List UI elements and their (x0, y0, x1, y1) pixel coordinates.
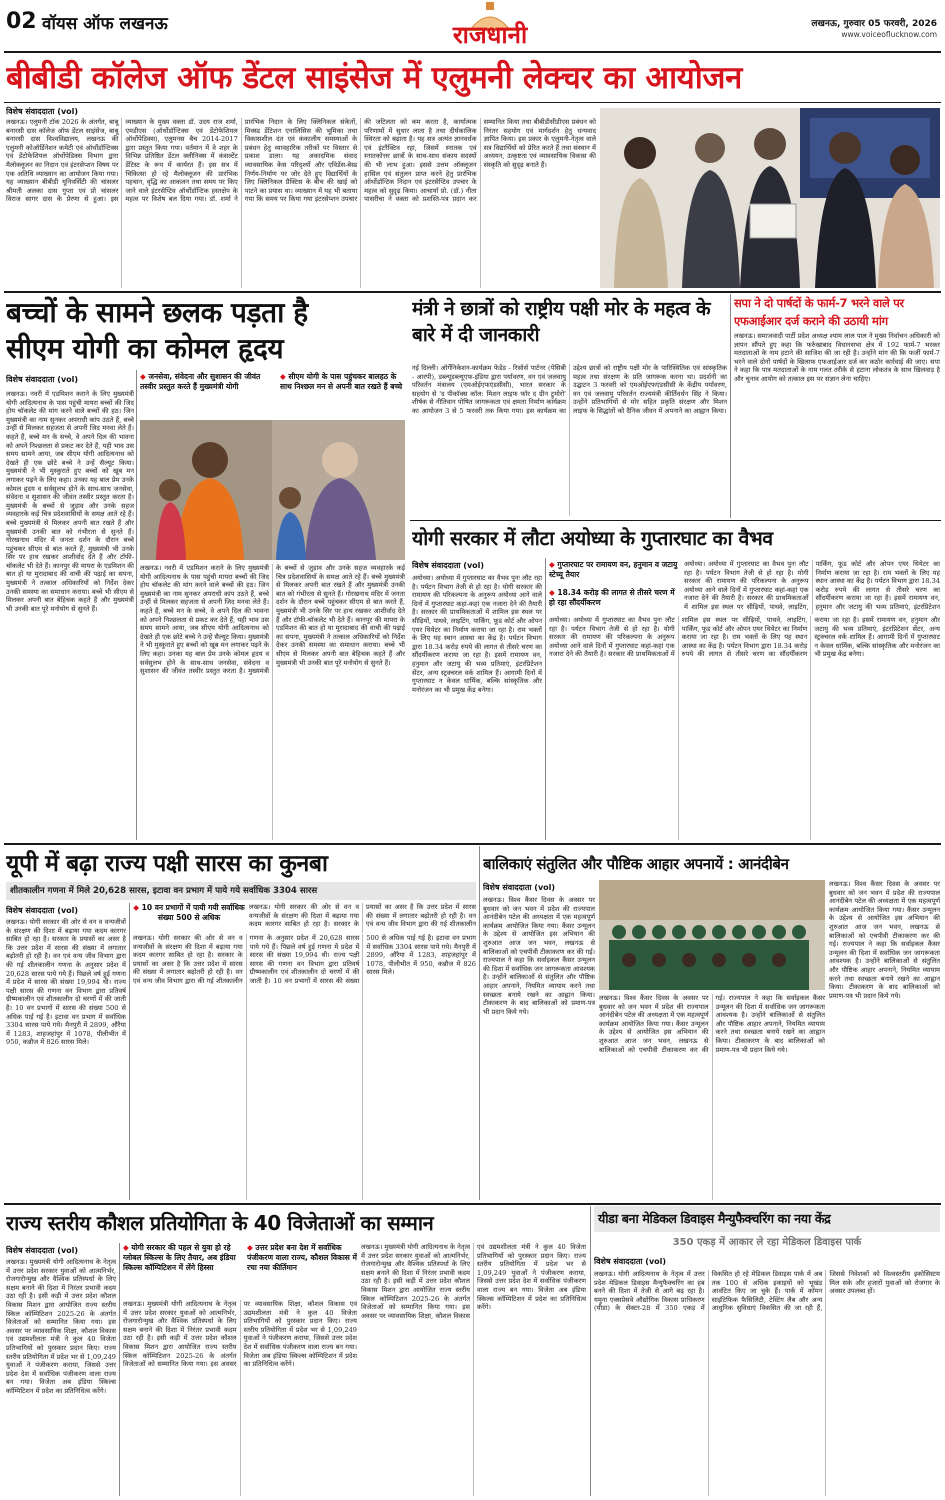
bullet-icon: ◆ (133, 903, 142, 912)
story6-box (133, 903, 245, 931)
story7-photo (599, 880, 825, 990)
story9-headline-box (594, 1206, 940, 1232)
story1-body: लखनऊ। एलुमनी टॉक 2026 के अंतर्गत, बाबू बनारसी दास कॉलेज ऑफ डेंटल साइंसेज, बाबू बनारसी दास विश्वविद्यालय, लखनऊ की एलुमनी कोऑर्डिनेशन कमेटी एवं ऑर्थोडॉन्टिक्स एवं डेंटोफेशियल ऑर्थोपेडिक्स विभाग द्वारा मैलोक्लूजन का निदान एवं इंटरसेप्शन विषय पर एक अतिथि व्याख्यान का आयोजन किया गया। यह व्याख्यान बीबीडी यूनिवर्सिटी की चांसलर श्रीमती अलका दास गुप्ता एवं प्रो चांसलर विराज सागर दास के प्रेरणा से हुआ। इस व्याख्यान के मुख्य वक्ता डॉ. उदय राज शर्मा, एमडीएस (ऑर्थोडॉन्टिक्स एवं डेंटोफेशियल ऑर्थोपेडिक्स), एलुमनस बैच 2014-2017 द्वारा प्रस्तुत किया गया। वर्तमान में वे शहर के विभिन्न प्रतिष्ठित डेंटल क्लीनिक्स में कंसल्टेंट डेंटिस्ट के रूप में कार्यरत हैं। इस सत्र में चिकित्सा हो रहे मैलोक्लूजन की प्रारंभिक पहचान, वृद्धि का आकलन तथा समय पर किए जाने वाले इंटरसेप्टिव ऑर्थोडॉन्टिक हस्तक्षेप के महत्व पर विशेष बल दिया गया। डॉ. शर्मा ने प्रारंभिक निदान के लिए क्लिनिकल संकेतों, मिक्स्ड डेंटिशन एनालिसिस की भूमिका तथा विकासशील दंत एवं कंकालीय समस्याओं के प्रबंधन हेतु व्यावहारिक तरीकों पर विस्तार से प्रकाश डाला। यह अकादमिक संवाद व्यावसायिक केस परिदृश्यों और एविडेंस-बेस्ड निर्णय-निर्माण पर जोर देते हुए विद्यार्थियों के लिए क्लिनिकल प्रैक्टिस के बीच की खाई को पाटने का प्रयास था। व्याख्यान में यह भी बताया गया कि समय पर किया गया इंटरसेप्शन उपचार की जटिलता को कम करता है, कार्यात्मक परिणामों में सुधार लाता है तथा दीर्घकालिक स्थिरता को बढ़ाता है। यह सत्र अत्यंत ज्ञानवर्धक एवं इंटरैक्टिव रहा, जिसमें स्नातक एवं स्नातकोत्तर छात्रों के साथ-साथ संकाय सदस्यों की भी लाभ हुआ। इससे उत्तम ऑक्लूजन हासिल एवं संतुलन प्राप्त करने हेतु प्रारंभिक ऑर्थोडॉन्टिक निदान एवं इंटरसेप्टिव उपचार के महत्व को सुदृढ़ किया। आचार्या प्रो. (डॉ.) नीता पासरीचा ने वक्ता को प्रशस्ति-पत्र प्रदान कर सम्मानित किया तथा बीबीडीसीडीएस प्रबंधन को निरंतर सहयोग एवं मार्गदर्शन हेतु धन्यवाद ज्ञापित किया। इस प्रकार के एलुमनी-नेतृत्व वाले सत्र विद्यार्थियों को प्रेरित करते हैं तथा संस्थान में अध्ययन, उत्कृष्टता एवं व्यावसायिक विकास की संस्कृति को सुदृढ़ बनाते हैं। (6, 118, 596, 204)
story2-caption-left-text: जनसेवा, संवेदना और सुशासन की जीवंत तस्वीर प्रस्तुत करते हैं मुख्यमंत्री योगी (140, 372, 261, 391)
story6-body-1: लखनऊ। योगी सरकार की ओर से वन व वन्यजीवों के संरक्षण की दिशा में बढ़ाया गया कदम कारगर साबित हो रहा है। सरकार के प्रयासों का असर है कि उत्तर प्रदेश में सारस की संख्या में लगातार बढ़ोतरी हो रही है। वन एवं वन्य जीव विभाग द्वारा की गई शीतकालीन गणना के अनुसार प्रदेश में 20,628 सारस पाये गये हैं। पिछले वर्ष हुई गणना में प्रदेश में सारस की संख्या 19,994 थी। राज्य पक्षी सारस की गणना वन विभाग द्वारा प्रतिवर्ष ग्रीष्मकालीन एवं शीतकालीन दो चरणों में की जाती है। 10 वन प्रभागों में सारस की संख्या 500 से अधिक पाई गई है। इटावा वन प्रभाग में सर्वाधिक 3304 सारस पाये गये। मैनपुरी में 2899, औरैया में 1283, शाहजहांपुर में 1078, पीलीभीत में 950, कन्नौज में 826 सारस मिले। (6, 918, 126, 1047)
story5-byline: विशेष संवाददाता (vol) (412, 561, 485, 570)
story2-photo (140, 420, 405, 560)
story6-body-2: लखनऊ। योगी सरकार की ओर से वन व वन्यजीवों के संरक्षण की दिशा में बढ़ाया गया कदम कारगर साबित हो रहा है। सरकार के प्रयासों का असर है कि उत्तर प्रदेश में सारस की संख्या में लगातार बढ़ोतरी हो रही है। वन एवं वन्य जीव विभाग द्वारा की गई शीतकालीन गणना के अनुसार प्रदेश में 20,628 सारस पाये गये हैं। पिछले वर्ष हुई गणना में प्रदेश में सारस की संख्या 19,994 थी। राज्य पक्षी सारस की गणना वन विभाग द्वारा प्रतिवर्ष ग्रीष्मकालीन एवं शीतकालीन दो चरणों में की जाती है। 10 वन प्रभागों में सारस की संख्या 500 से अधिक पाई गई है। इटावा वन प्रभाग में सर्वाधिक 3304 सारस पाये गये। मैनपुरी में 2899, औरैया में 1283, शाहजहांपुर में 1078, पीलीभीत में 950, कन्नौज में 826 सारस मिले। (133, 934, 476, 985)
story2-caption-right (280, 372, 405, 416)
story1-byline: विशेष संवाददाता (vol) (6, 107, 79, 116)
story3-headline: मंत्री ने छात्रों को राष्ट्रीय पक्षी मोर के महत्व के बारे में दी जानकारी (412, 298, 711, 346)
story7-body-2: लखनऊ। विश्व कैंसर दिवस के अवसर पर बुधवार को जन भवन में प्रदेश की राज्यपाल आनंदीबेन पटेल की अध्यक्षता में एक महत्वपूर्ण कार्यक्रम आयोजित किया गया। कैंसर उन्मूलन के उद्देश्य से आयोजित इस अभियान की शुरुआत आज जन भवन, लखनऊ से बालिकाओं को एचपीवी टीकाकरण कर की गई। राज्यपाल ने कहा कि सर्वाइकल कैंसर उन्मूलन की दिशा में सर्वाधिक जन जागरूकता आवश्यक है। उन्होंने बालिकाओं से संतुलित और पौष्टिक आहार अपनाने, नियमित व्यायाम करने तथा स्वच्छता बनाये रखने का आह्वान किया। टीकाकरण के बाद बालिकाओं को प्रमाण-पत्र भी प्रदान किये गये। (599, 994, 825, 1054)
story2-body-right: लखनऊ। नवरी में एडमिशन कराने के लिए मुख्यमंत्री योगी आदित्यनाथ के पास पहुंची मायरा बच्चों की जिद होय चॉकलेट की मांग करने वाले बच्चों की हठ। जिन मुख्यमंत्री का नाम सुनकर अपराधी कांप उठते हैं, बच्चे उन्हीं से मिलकर सहजता से अपनी जिद मनवा लेते हैं। कहते हैं, बच्चे मन के सच्चे, वे अपने दिल की भावना को अपने निश्छलता से प्रकट कर देते हैं, यही भाव उस समय सामने आया, जब सीएम योगी आदित्यनाथ को देखते ही एक छोटे बच्चे ने उन्हें सैल्यूट किया। मुख्यमंत्री ने भी मुस्कुराते हुए बच्चों को खूब मन लगाकर पढ़ने के लिए कहा। उनका यह बाल प्रेम उनके कोमल हृदय व सर्वसुलभ होने के साथ-साथ जनसेवा, संवेदना व सुशासन की जीवंत तस्वीर प्रस्तुत करता है। मुख्यमंत्री के बच्चों से जुड़ाव और उनके सहज व्यवहारके कई चित्र प्रदेशवासियों के समक्ष आते रहे हैं। बच्चे मुख्यमंत्री से मिलकर अपनी बात रखते हैं और मुख्यमंत्री उनकी बात को गंभीरता से सुनते हैं। गोरखनाथ मंदिर में जनता दर्शन के दौरान बच्चे पहुंचकर सीएम से बात करते हैं, मुख्यमंत्री भी उनके सिर पर हाथ रखकर आशीर्वाद देते हैं और टॉफी-चॉकलेट भी देते हैं। कानपुर की मायरा के एडमिशन की बात हो या मुरादाबाद की वाची की पढ़ाई का सपना, मुख्यमंत्री ने तत्काल अधिकारियों को निर्देश देकर उनकी समस्या का समाधान कराया। बच्चे भी सीएम से मिलकर अपनी बात बेहिचक कहते हैं और मुख्यमंत्री भी उनकी बात पूरे मनोयोग से सुनते हैं। (140, 564, 405, 676)
story9-subheadline: 350 एकड़ में आकार ले रहा मेडिकल डिवाइस पार्क (672, 1237, 862, 1248)
story6-subheadline-text: शीतकालीन गणना में मिले 20,628 सारस, इटावा वन प्रभाग में पाये गये सर्वाधिक 3304 सारस (10, 886, 318, 896)
story1-photo (600, 108, 940, 288)
bullet-icon: ◆ (247, 1243, 256, 1252)
story5-body-2: अयोध्या। अयोध्या में गुप्तारघाट का वैभव पुनः लौट रहा है। पर्यटन विभाग तेजी से हो रहा है। योगी सरकार की रामायण की परिकल्पना के अनुरूप अयोध्या आने वाले दिनों में गुप्तारघाट कहां-कहां एक नजारा देने की तैयारी है। सरकार की प्राथमिकताओं में शामिल इस स्थल पर सीढ़ियों, पाथवे, लाइटिंग, पार्किंग, फूड कोर्ट और ओपन एयर थियेटर का निर्माण कराया जा रहा है। राम भक्तों के लिए यह स्थान आस्था का केंद्र है। पर्यटन विभाग द्वारा 18.34 करोड़ रुपये की लागत से तीसरे चरण का सौंदर्यीकरण कराया जा रहा है। इसमें रामायण वन, हनुमान और जटायु की भव्य प्रतिमाएं, इंटरप्रिटेशन सेंटर, अन्य स्ट्रक्चरल वर्क शामिल हैं। आगामी दिनों में गुप्तारघाट न केवल धार्मिक, बल्कि सांस्कृतिक और मनोरंजन का भी प्रमुख केंद्र बनेगा। (549, 616, 940, 659)
story8-caption-1-text: योगी सरकार की पहल से युवा हो रहे ग्लोबल स्किल्स के लिए तैयार, अब इंडिया स्किल्स कॉम्पिटिशन में लेंगे हिस्सा (123, 1243, 236, 1272)
story8-body-1: लखनऊ। मुख्यमंत्री योगी आदित्यनाथ के नेतृत्व में उत्तर प्रदेश सरकार युवाओं को आत्मनिर्भर, रोजगारोन्मुख और वैश्विक प्रतिस्पर्धा के लिए सक्षम बनाने की दिशा में निरंतर प्रभावी कदम उठा रही है। इसी कड़ी में उत्तर प्रदेश कौशल विकास मिशन द्वारा आयोजित राज्य स्तरीय स्किल कॉम्पिटिशन 2025-26 के अंतर्गत विजेताओं को सम्मानित किया गया। इस अवसर पर व्यावसायिक शिक्षा, कौशल विकास एवं उद्यमशीलता मंत्री ने कुल 40 विजेता प्रतिभागियों को पुरस्कार प्रदान किए। राज्य स्तरीय प्रतियोगिता में प्रदेश भर से 1,09,249 युवाओं ने पंजीकरण कराया, जिससे उत्तर प्रदेश देश में सर्वाधिक पंजीकरण वाला राज्य बन गया। विजेता अब इंडिया स्किल्स कॉम्पिटिशन में प्रदेश का प्रतिनिधित्व करेंगे। (6, 1258, 116, 1395)
page-number: 02 (6, 9, 37, 34)
story8-body-2: लखनऊ। मुख्यमंत्री योगी आदित्यनाथ के नेतृत्व में उत्तर प्रदेश सरकार युवाओं को आत्मनिर्भर, रोजगारोन्मुख और वैश्विक प्रतिस्पर्धा के लिए सक्षम बनाने की दिशा में निरंतर प्रभावी कदम उठा रही है। इसी कड़ी में उत्तर प्रदेश कौशल विकास मिशन द्वारा आयोजित राज्य स्तरीय स्किल कॉम्पिटिशन 2025-26 के अंतर्गत विजेताओं को सम्मानित किया गया। इस अवसर पर व्यावसायिक शिक्षा, कौशल विकास एवं उद्यमशीलता मंत्री ने कुल 40 विजेता प्रतिभागियों को पुरस्कार प्रदान किए। राज्य स्तरीय प्रतियोगिता में प्रदेश भर से 1,09,249 युवाओं ने पंजीकरण कराया, जिससे उत्तर प्रदेश देश में सर्वाधिक पंजीकरण वाला राज्य बन गया। विजेता अब इंडिया स्किल्स कॉम्पिटिशन में प्रदेश का प्रतिनिधित्व करेंगे। (123, 1300, 357, 1369)
story1-headline: बीबीडी कॉलेज ऑफ डेंटल साइंसेज में एलुमनी लेक्चर का आयोजन (6, 60, 743, 96)
story2-caption-left (140, 372, 275, 416)
story5-headline: योगी सरकार में लौटा अयोध्या के गुप्तारघाट का वैभव (412, 527, 773, 550)
story9-headline: यीडा बना मेडिकल डिवाइस मैन्युफैक्चरिंग का नया केंद्र (598, 1211, 831, 1226)
story2-headline-2: सीएम योगी का कोमल हृदय (6, 332, 284, 365)
story5-body-1: अयोध्या। अयोध्या में गुप्तारघाट का वैभव पुनः लौट रहा है। पर्यटन विभाग तेजी से हो रहा है। योगी सरकार की रामायण की परिकल्पना के अनुरूप अयोध्या आने वाले दिनों में गुप्तारघाट कहां-कहां एक नजारा देने की तैयारी है। सरकार की प्राथमिकताओं में शामिल इस स्थल पर सीढ़ियों, पाथवे, लाइटिंग, पार्किंग, फूड कोर्ट और ओपन एयर थियेटर का निर्माण कराया जा रहा है। राम भक्तों के लिए यह स्थान आस्था का केंद्र है। पर्यटन विभाग द्वारा 18.34 करोड़ रुपये की लागत से तीसरे चरण का सौंदर्यीकरण कराया जा रहा है। इसमें रामायण वन, हनुमान और जटायु की भव्य प्रतिमाएं, इंटरप्रिटेशन सेंटर, अन्य स्ट्रक्चरल वर्क शामिल हैं। आगामी दिनों में गुप्तारघाट न केवल धार्मिक, बल्कि सांस्कृतिक और मनोरंजन का भी प्रमुख केंद्र बनेगा। (412, 574, 542, 694)
story6-byline: विशेष संवाददाता (vol) (6, 906, 79, 915)
bullet-icon: ◆ (549, 560, 558, 569)
story5-subhead-1-text: गुप्तारघाट पर रामायण वन, हनुमान व जटायु स्टेच्यू तैयार (549, 560, 678, 579)
story8-caption-1 (123, 1243, 243, 1297)
bullet-icon: ◆ (140, 372, 149, 381)
story2-headline-1: बच्चों के सामने छलक पड़ता है (6, 296, 308, 329)
story2-caption-right-text: सीएम योगी के पास पहुंचकर बालहठ के साथ निश्छल मन से अपनी बात रखते हैं बच्चे (280, 372, 403, 391)
story8-caption-2-text: उत्तर प्रदेश बना देश में सर्वाधिक पंजीकरण वाला राज्य, कौशल विकास में रचा नया कीर्तिमान (247, 1243, 357, 1272)
bullet-icon: ◆ (123, 1243, 132, 1252)
story3-body: नई दिल्ली। ऑर्गेनिकेशन-कार्यक्रम फेडेड - रिसोर्स पार्टनर (पेसिबी - आरपी), डब्ल्यूडब्ल्यूएफ-इंडिया द्वारा पर्यावरण, वन एवं जलवायु परिवर्तन मंत्रालय (एमओईएफएंडसीसी), भारत सरकार के सहयोग से 'द पीकॉक्स कॉल: मिशन लाइफ फॉर द ग्रीन ट्रुमोरो' शीर्षक से नीतिवान पोषित जागरूकता एवं क्षमता निर्माण कार्यक्रम का आयोजन 3 से 5 फरवरी तक किया गया। इस कार्यक्रम का उद्देश्य छात्रों को राष्ट्रीय पक्षी मोर के पारिस्थितिक एवं सांस्कृतिक महत्व तथा संरक्षण के प्रति जागरूक करना था। प्रदर्शनी का उद्घाटन 3 फरवरी को एमओईएफएंडसीसी के केंद्रीय पर्यावरण, वन एवं जलवायु परिवर्तन राज्यमंत्री कीर्तिवर्धन सिंह ने किया। उन्होंने प्रतिभागियों से मोर सहित प्रकृति संरक्षण और मिशन लाइफ के सिद्धांतों को दैनिक जीवन में अपनाने का आह्वान किया। (412, 364, 727, 415)
website: www.voiceoflucknow.com (841, 30, 937, 39)
story4-headline-1: सपा ने दो पार्षदों के फार्म-7 भरने वाले पर (734, 296, 904, 310)
story4-body: लखनऊ। समाजवादी पार्टी प्रदेश अध्यक्ष श्याम लाल पाल ने मुख्य निर्वाचन अधिकारी को ज्ञापन सौंपते हुए कहा कि फर्रुखाबाद विधानसभा क्षेत्र में 192 फार्म-7 भरकर मतदाताओं के नाम हटाने की साजिश की जा रही है। उन्होंने मांग की कि फर्जी फार्म-7 भरने वाले दोनों पार्षदों के खिलाफ एफआईआर दर्ज कर कठोर कार्रवाई की जाए। सपा ने कहा कि पात्र मतदाताओं के नाम गलत तरीके से हटाना लोकतंत्र के साथ खिलवाड़ है और चुनाव आयोग को तत्काल इस पर संज्ञान लेना चाहिए। (734, 332, 940, 383)
logo-block (430, 2, 550, 48)
story8-caption-2 (247, 1243, 357, 1297)
story9-body: लखनऊ। योगी आदित्यनाथ के नेतृत्व में उत्तर प्रदेश मेडिकल डिवाइस मैन्युफैक्चरिंग का हब बनने की दिशा में तेजी से आगे बढ़ रहा है। यमुना एक्सप्रेसवे औद्योगिक विकास प्राधिकरण (यीडा) के सेक्टर-28 में 350 एकड़ में विकसित हो रहे मेडिकल डिवाइस पार्क में अब तक 100 से अधिक इकाइयों को भूखंड आवंटित किए जा चुके हैं। पार्क में कॉमन साइंटिफिक फैसिलिटी, टेस्टिंग लैब और अन्य आधुनिक सुविधाएं विकसित की जा रही हैं, जिससे निवेशकों को विश्वस्तरीय इकोसिस्टम मिल सके और हजारों युवाओं को रोजगार के अवसर उपलब्ध हों। (594, 1270, 940, 1313)
story7-body-3: लखनऊ। विश्व कैंसर दिवस के अवसर पर बुधवार को जन भवन में प्रदेश की राज्यपाल आनंदीबेन पटेल की अध्यक्षता में एक महत्वपूर्ण कार्यक्रम आयोजित किया गया। कैंसर उन्मूलन के उद्देश्य से आयोजित इस अभियान की शुरुआत आज जन भवन, लखनऊ से बालिकाओं को एचपीवी टीकाकरण कर की गई। राज्यपाल ने कहा कि सर्वाइकल कैंसर उन्मूलन की दिशा में सर्वाधिक जन जागरूकता आवश्यक है। उन्होंने बालिकाओं से संतुलित और पौष्टिक आहार अपनाने, नियमित व्यायाम करने तथा स्वच्छता बनाये रखने का आह्वान किया। टीकाकरण के बाद बालिकाओं को प्रमाण-पत्र भी प्रदान किये गये। (829, 880, 940, 1000)
story8-body-3: लखनऊ। मुख्यमंत्री योगी आदित्यनाथ के नेतृत्व में उत्तर प्रदेश सरकार युवाओं को आत्मनिर्भर, रोजगारोन्मुख और वैश्विक प्रतिस्पर्धा के लिए सक्षम बनाने की दिशा में निरंतर प्रभावी कदम उठा रही है। इसी कड़ी में उत्तर प्रदेश कौशल विकास मिशन द्वारा आयोजित राज्य स्तरीय स्किल कॉम्पिटिशन 2025-26 के अंतर्गत विजेताओं को सम्मानित किया गया। इस अवसर पर व्यावसायिक शिक्षा, कौशल विकास एवं उद्यमशीलता मंत्री ने कुल 40 विजेता प्रतिभागियों को पुरस्कार प्रदान किए। राज्य स्तरीय प्रतियोगिता में प्रदेश भर से 1,09,249 युवाओं ने पंजीकरण कराया, जिससे उत्तर प्रदेश देश में सर्वाधिक पंजीकरण वाला राज्य बन गया। विजेता अब इंडिया स्किल्स कॉम्पिटिशन में प्रदेश का प्रतिनिधित्व करेंगे। (361, 1243, 586, 1320)
story6-headline: यूपी में बढ़ा राज्य पक्षी सारस का कुनबा (6, 851, 328, 877)
story2-byline: विशेष संवाददाता (vol) (6, 375, 79, 384)
story4-headline-2: एफआईआर दर्ज कराने की उठायी मांग (734, 314, 888, 328)
story7-byline: विशेष संवाददाता (vol) (483, 883, 556, 892)
story8-headline: राज्य स्तरीय कौशल प्रतियोगिता के 40 विजेताओं का सम्मान (6, 1211, 434, 1235)
story6-box-text: 10 वन प्रभागों में पायी गयी सर्वाधिक संख्या 500 से अधिक (141, 903, 245, 922)
story8-byline: विशेष संवाददाता (vol) (6, 1246, 79, 1255)
story7-headline: बालिकाएं संतुलित और पौष्टिक आहार अपनायें : आनंदीबेन (483, 855, 789, 873)
story6-body-3: लखनऊ। योगी सरकार की ओर से वन व वन्यजीवों के संरक्षण की दिशा में बढ़ाया गया कदम कारगर साबित हो रहा है। सरकार के प्रयासों का असर है कि उत्तर प्रदेश में सारस की संख्या में लगातार बढ़ोतरी हो रही है। वन एवं वन्य जीव विभाग द्वारा की गई शीतकालीन (249, 903, 476, 929)
bullet-icon: ◆ (280, 372, 289, 381)
logo-text: राजधानी (452, 21, 528, 49)
section-title: वॉयस ऑफ लखनऊ (42, 14, 168, 34)
story9-byline: विशेष संवाददाता (vol) (594, 1257, 667, 1266)
masthead (0, 0, 945, 52)
story6-subheadline (6, 882, 476, 900)
story5-subhead-1 (549, 560, 679, 584)
bullet-icon: ◆ (549, 588, 558, 597)
story2-body-left: लखनऊ। नवरी में एडमिशन कराने के लिए मुख्यमंत्री योगी आदित्यनाथ के पास पहुंची मायरा बच्चों की जिद होय चॉकलेट की मांग करने वाले बच्चों की हठ। जिन मुख्यमंत्री का नाम सुनकर अपराधी कांप उठते हैं, बच्चे उन्हीं से मिलकर सहजता से अपनी जिद मनवा लेते हैं। कहते हैं, बच्चे मन के सच्चे, वे अपने दिल की भावना को अपने निश्छलता से प्रकट कर देते हैं, यही भाव उस समय सामने आया, जब सीएम योगी आदित्यनाथ को देखते ही एक छोटे बच्चे ने उन्हें सैल्यूट किया। मुख्यमंत्री ने भी मुस्कुराते हुए बच्चों को खूब मन लगाकर पढ़ने के लिए कहा। उनका यह बाल प्रेम उनके कोमल हृदय व सर्वसुलभ होने के साथ-साथ जनसेवा, संवेदना व सुशासन की जीवंत तस्वीर प्रस्तुत करता है। मुख्यमंत्री के बच्चों से जुड़ाव और उनके सहज व्यवहारके कई चित्र प्रदेशवासियों के समक्ष आते रहे हैं। बच्चे मुख्यमंत्री से मिलकर अपनी बात रखते हैं और मुख्यमंत्री उनकी बात को गंभीरता से सुनते हैं। गोरखनाथ मंदिर में जनता दर्शन के दौरान बच्चे पहुंचकर सीएम से बात करते हैं, मुख्यमंत्री भी उनके सिर पर हाथ रखकर आशीर्वाद देते हैं और टॉफी-चॉकलेट भी देते हैं। कानपुर की मायरा के एडमिशन की बात हो या मुरादाबाद की वाची की पढ़ाई का सपना, मुख्यमंत्री ने तत्काल अधिकारियों को निर्देश देकर उनकी समस्या का समाधान कराया। बच्चे भी सीएम से मिलकर अपनी बात बेहिचक कहते हैं और मुख्यमंत्री भी उनकी बात पूरे मनोयोग से सुनते हैं। (6, 390, 134, 613)
story5-body-3: अयोध्या। अयोध्या में गुप्तारघाट का वैभव पुनः लौट रहा है। पर्यटन विभाग तेजी से हो रहा है। योगी सरकार की रामायण की परिकल्पना के अनुरूप अयोध्या आने वाले दिनों में गुप्तारघाट कहां-कहां एक नजारा देने की तैयारी है। सरकार की प्राथमिकताओं में शामिल इस स्थल पर सीढ़ियों, पाथवे, लाइटिंग, पार्किंग, फूड कोर्ट और ओपन एयर थियेटर का निर्माण कराया जा रहा है। राम भक्तों के लिए यह स्थान आस्था का केंद्र है। पर्यटन विभाग द्वारा 18.34 करोड़ रुपये की लागत से तीसरे चरण का सौंदर्यीकरण कराया जा रहा है। इसमें रामायण वन, हनुमान और जटायु की भव्य प्रतिमाएं, इंटरप्रिटेशन (684, 560, 940, 611)
dateline: लखनऊ, गुरुवार 05 फरवरी, 2026 (811, 19, 937, 29)
story5-subhead-2 (549, 588, 679, 612)
story7-body-1: लखनऊ। विश्व कैंसर दिवस के अवसर पर बुधवार को जन भवन में प्रदेश की राज्यपाल आनंदीबेन पटेल की अध्यक्षता में एक महत्वपूर्ण कार्यक्रम आयोजित किया गया। कैंसर उन्मूलन के उद्देश्य से आयोजित इस अभियान की शुरुआत आज जन भवन, लखनऊ से बालिकाओं को एचपीवी टीकाकरण कर की गई। राज्यपाल ने कहा कि सर्वाइकल कैंसर उन्मूलन की दिशा में सर्वाधिक जन जागरूकता आवश्यक है। उन्होंने बालिकाओं से संतुलित और पौष्टिक आहार अपनाने, नियमित व्यायाम करने तथा स्वच्छता बनाये रखने का आह्वान किया। टीकाकरण के बाद बालिकाओं को प्रमाण-पत्र भी प्रदान किये गये। (483, 896, 595, 1016)
story5-subhead-2-text: 18.34 करोड़ की लागत से तीसरे चरण में हो रहा सौंदर्यीकरण (549, 588, 675, 607)
